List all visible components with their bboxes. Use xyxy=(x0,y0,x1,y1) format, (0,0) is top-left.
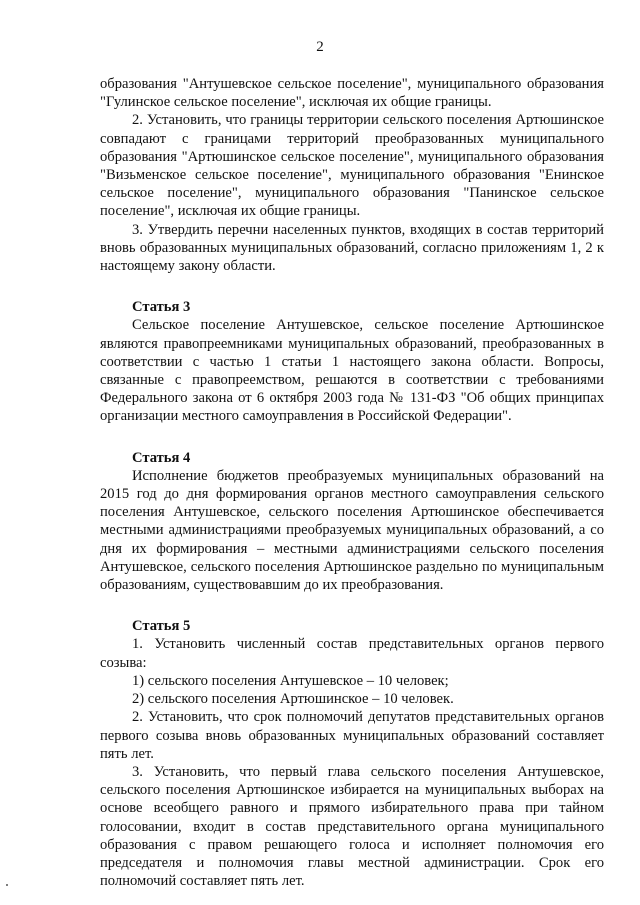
article-5-paragraph-2: 2. Установить, что срок полномочий депутатов представительных органов первого созыва вновь образованных муниципальных образований составляет пять лет. xyxy=(100,709,604,762)
article-3-text: Сельское поселение Антушевское, сельское поселение Артюшинское являются правопреемниками муниципальных образований, преобразованных в соответствии с частью 1 статьи 1 настоящего закона области. Вопросы, связанные с правопреемством, решаются в соответствии с требованиями Федерального закона от 6 октября 2003 года № 131-ФЗ "Об общих принципах организации местного самоуправления в Российской Федерации". xyxy=(100,317,604,425)
paragraph-item-2: 2. Установить, что границы территории сельского поселения Артюшинское совпадают с границами территорий преобразованных муниципального образования "Артюшинское сельское поселение", муниципального образования "Визьменское сельское поселение", муниципального образования "Енинское сельское поселение", муниципального образования "Панинское сельское поселение", исключая их общие границы. xyxy=(100,112,604,220)
article-4-text: Исполнение бюджетов преобразуемых муниципальных образований на 2015 год до дня формирования органов местного самоуправления сельского поселения Антушевское, сельского поселения Артюшинское обеспечивается местными администрациями преобразуемых муниципальных образований, а со дня их формирования – местными администрациями сельского поселения Антушевское, сельского поселения Артюшинское раздельно по муниципальным образованиям, существовавшим до их преобразования. xyxy=(100,467,604,594)
article-5-heading: Статья 5 xyxy=(132,618,191,635)
article-5-list-item-1: 1) сельского поселения Антушевское – 10 человек; xyxy=(132,672,449,689)
section-spacer xyxy=(100,594,604,617)
paragraph-continuation: образования "Антушевское сельское поселение", муниципального образования "Гулинское сельское поселение", исключая их общие границы. xyxy=(100,76,604,111)
article-5-list-item-2: 2) сельского поселения Артюшинское – 10 человек. xyxy=(132,691,454,708)
article-5-paragraph-1: 1. Установить численный состав представительных органов первого созыва: xyxy=(100,636,604,671)
section-spacer xyxy=(100,275,604,298)
scan-speck xyxy=(6,884,8,886)
article-5-paragraph-3: 3. Установить, что первый глава сельского поселения Антушевское, сельского поселения Артюшинское избирается на муниципальных выборах на основе всеобщего равного и прямого избирательного права при тайном голосовании, входит в состав представительного органа муниципального образования с правом решающего голоса и исполняет полномочия его председателя и полномочия главы местной администрации. Срок его полномочий составляет пять лет. xyxy=(100,763,604,890)
article-4-heading: Статья 4 xyxy=(132,449,191,466)
document-body xyxy=(100,75,604,890)
article-3-heading: Статья 3 xyxy=(132,299,191,316)
paragraph-item-3: 3. Утвердить перечни населенных пунктов, входящих в состав территорий вновь образованных муниципальных образований, согласно приложениям 1, 2 к настоящему закону области. xyxy=(100,221,604,275)
section-spacer xyxy=(100,426,604,449)
page-number: 2 xyxy=(316,39,324,55)
